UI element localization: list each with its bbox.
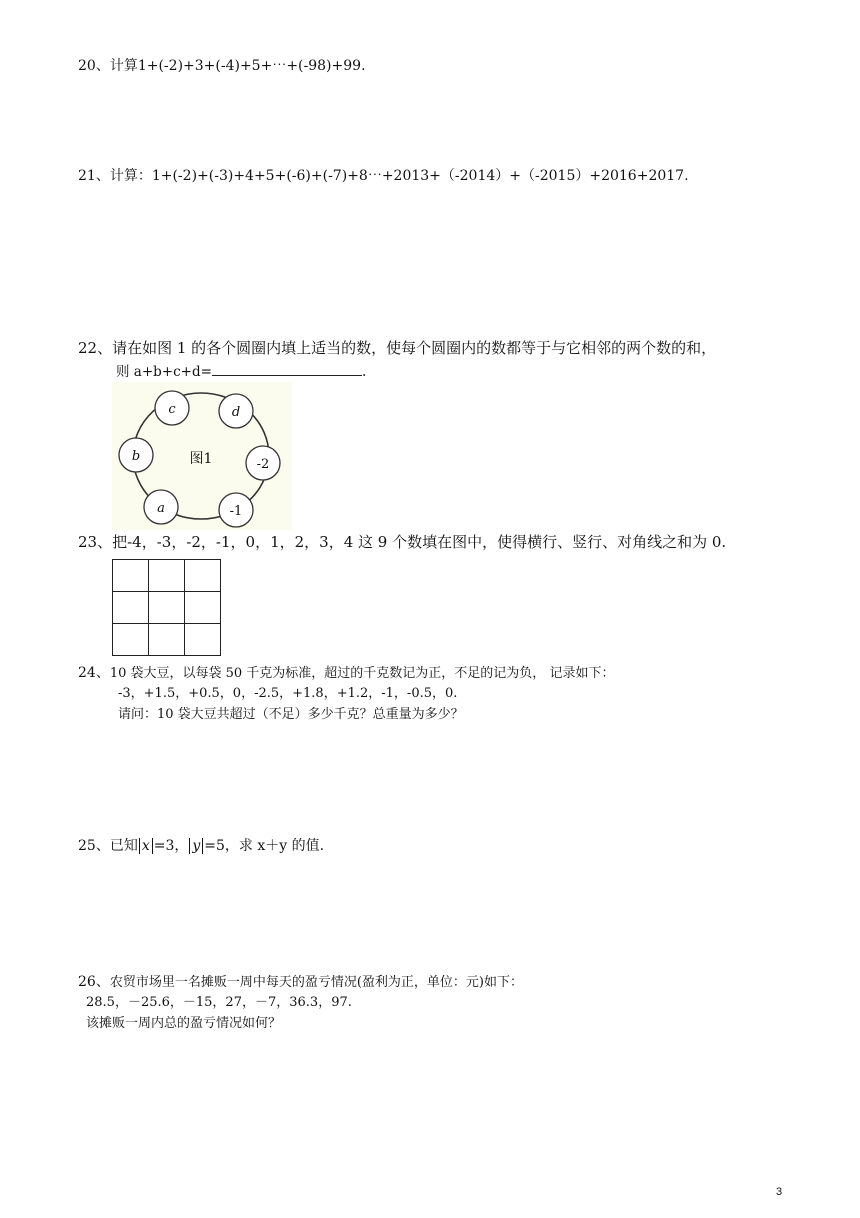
grid-cell[interactable] [149,560,185,592]
question-number: 25、 [78,838,110,854]
question-text: 计算：1+(-2)+(-3)+4+5+(-6)+(-7)+8⋯+2013+（-2014）+（-2015）+2016+2017. [109,168,689,184]
circle-c-label: c [168,402,176,417]
grid-cell[interactable] [113,624,149,656]
abs-x: x [139,838,153,854]
question-text: 请在如图 1 的各个圆圈内填上适当的数，使每个圆圈内的数都等于与它相邻的两个数的和， [112,339,717,357]
question-23 [78,532,726,552]
page-number: 3 [776,1186,783,1198]
grid-cell[interactable] [185,592,221,624]
question-text: 把-4，-3，-2，-1，0，1，2，3，4 这 9 个数填在图中，使得横行、竖行、对角线之和为 0. [112,533,727,551]
question-number: 20、 [78,58,110,74]
question-number: 24、 [78,665,110,681]
answer-blank[interactable] [212,361,362,376]
question-24-ask: 请问：10 袋大豆共超过（不足）多少千克？总重量为多少？ [118,707,464,722]
question-25: 25、已知 x =3， y =5，求 x＋y 的值. [78,838,325,854]
magic-square-grid [112,559,221,656]
figure-1-circle-diagram [112,382,292,530]
grid-cell[interactable] [149,592,185,624]
question-text: 计算1+(-2)+3+(-4)+5+⋯+(-98)+99. [109,58,366,74]
circle-neg1-label: -1 [229,504,243,519]
question-26-data: 28.5，－25.6，－15，27，－7，36.3，97. [86,995,352,1010]
question-text: 农贸市场里一名摊贩一周中每天的盈亏情况(盈利为正，单位：元)如下： [109,975,523,990]
abs-y: y [189,838,203,854]
grid-cell[interactable] [113,592,149,624]
grid-cell[interactable] [185,560,221,592]
question-number: 21、 [78,168,110,184]
circle-neg2-label: -2 [256,457,270,472]
question-22 [78,338,716,358]
question-text: 10 袋大豆，以每袋 50 千克为标准，超过的千克数记为正，不足的记为负， 记录如下： [109,666,615,681]
question-24-data: -3，+1.5，+0.5，0，-2.5，+1.8，+1.2，-1，-0.5，0. [118,686,458,701]
question-22-answer-line: 则 a+b+c+d= . [116,361,366,382]
grid-cell[interactable] [113,560,149,592]
circle-a-label: a [157,501,165,516]
question-26 [78,972,523,993]
question-number: 23、 [78,533,113,551]
question-24 [78,663,614,684]
question-number: 22、 [78,339,113,357]
circle-b-label: b [131,449,141,464]
grid-cell[interactable] [185,624,221,656]
question-number: 26、 [78,974,110,990]
circle-d-label: d [231,405,241,420]
question-26-ask: 该摊贩一周内总的盈亏情况如何？ [86,1016,282,1031]
question-21 [78,166,689,186]
grid-cell[interactable] [149,624,185,656]
figure-caption: 图1 [189,451,213,467]
question-20 [78,56,366,76]
